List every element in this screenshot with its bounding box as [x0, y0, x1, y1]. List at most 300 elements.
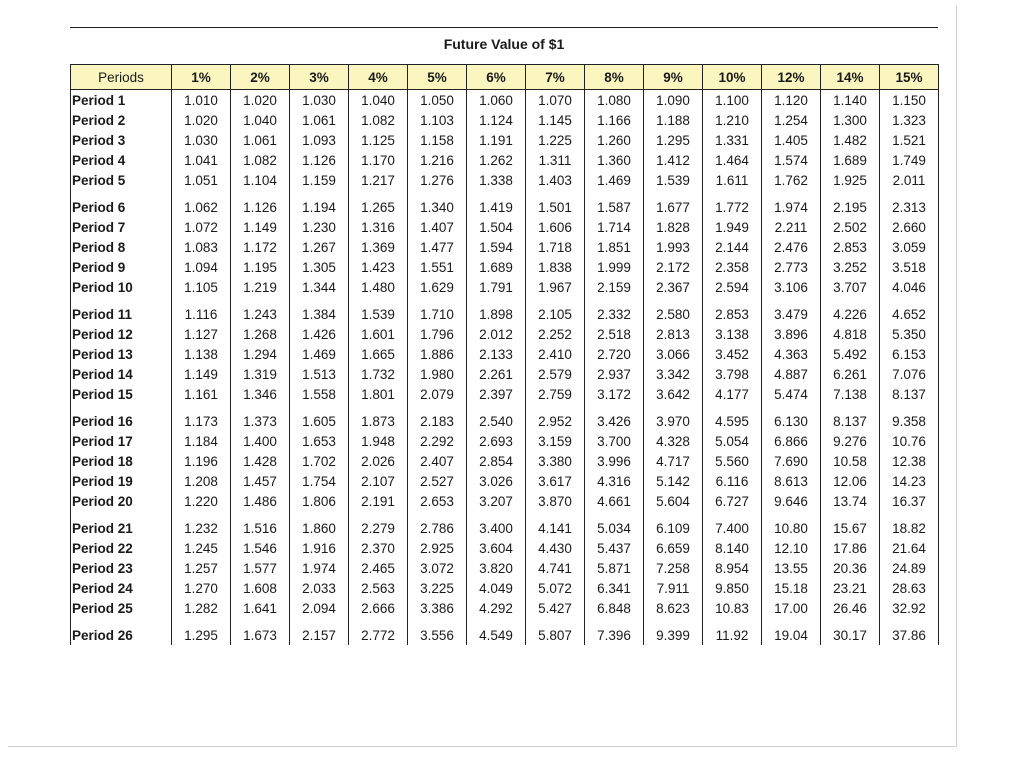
rate-header: 3% [290, 65, 349, 90]
factor-cell: 1.480 [349, 277, 408, 297]
factor-cell: 1.051 [172, 170, 231, 190]
factor-cell: 4.661 [585, 491, 644, 511]
factor-cell: 1.316 [349, 217, 408, 237]
factor-cell: 8.613 [762, 471, 821, 491]
factor-cell: 1.405 [762, 130, 821, 150]
spacer-cell [408, 511, 467, 518]
spacer-cell [526, 404, 585, 411]
factor-cell: 1.276 [408, 170, 467, 190]
period-label: Period 17 [71, 431, 172, 451]
spacer-cell [290, 511, 349, 518]
spacer-cell [880, 297, 939, 304]
factor-cell: 1.605 [290, 411, 349, 431]
period-label: Period 19 [71, 471, 172, 491]
rate-header: 10% [703, 65, 762, 90]
spacer-cell [290, 618, 349, 625]
factor-cell: 4.741 [526, 558, 585, 578]
rate-header: 14% [821, 65, 880, 90]
period-label: Period 4 [71, 150, 172, 170]
factor-cell: 1.828 [644, 217, 703, 237]
factor-cell: 2.813 [644, 324, 703, 344]
factor-cell: 2.540 [467, 411, 526, 431]
table-row [71, 538, 939, 558]
factor-cell: 3.700 [585, 431, 644, 451]
spacer-cell [231, 511, 290, 518]
factor-cell: 2.952 [526, 411, 585, 431]
factor-cell: 1.300 [821, 110, 880, 130]
factor-cell: 4.226 [821, 304, 880, 324]
factor-cell: 1.464 [703, 150, 762, 170]
factor-cell: 1.020 [231, 90, 290, 111]
factor-cell: 1.230 [290, 217, 349, 237]
factor-cell: 1.232 [172, 518, 231, 538]
spacer-cell [349, 511, 408, 518]
factor-cell: 3.518 [880, 257, 939, 277]
factor-cell: 1.295 [172, 625, 231, 645]
factor-cell: 2.410 [526, 344, 585, 364]
spacer-cell [585, 190, 644, 197]
factor-cell: 1.608 [231, 578, 290, 598]
factor-cell: 3.138 [703, 324, 762, 344]
factor-cell: 1.340 [408, 197, 467, 217]
factor-cell: 26.46 [821, 598, 880, 618]
factor-cell: 1.093 [290, 130, 349, 150]
period-label: Period 16 [71, 411, 172, 431]
spacer-cell [467, 297, 526, 304]
factor-cell: 4.430 [526, 538, 585, 558]
factor-cell: 1.173 [172, 411, 231, 431]
spacer-cell [231, 404, 290, 411]
factor-cell: 1.546 [231, 538, 290, 558]
factor-cell: 1.050 [408, 90, 467, 111]
period-label: Period 7 [71, 217, 172, 237]
header-row [71, 65, 939, 90]
factor-cell: 28.63 [880, 578, 939, 598]
factor-cell: 1.925 [821, 170, 880, 190]
factor-cell: 6.109 [644, 518, 703, 538]
factor-cell: 1.948 [349, 431, 408, 451]
factor-cell: 3.400 [467, 518, 526, 538]
factor-cell: 2.937 [585, 364, 644, 384]
factor-cell: 2.397 [467, 384, 526, 404]
factor-cell: 1.369 [349, 237, 408, 257]
table-row [71, 625, 939, 645]
spacer-cell [467, 404, 526, 411]
factor-cell: 1.606 [526, 217, 585, 237]
factor-cell: 5.072 [526, 578, 585, 598]
factor-cell: 2.292 [408, 431, 467, 451]
factor-cell: 2.854 [467, 451, 526, 471]
factor-cell: 1.062 [172, 197, 231, 217]
factor-cell: 1.601 [349, 324, 408, 344]
factor-cell: 8.137 [880, 384, 939, 404]
factor-cell: 3.026 [467, 471, 526, 491]
factor-cell: 3.642 [644, 384, 703, 404]
table-row [71, 558, 939, 578]
factor-cell: 2.133 [467, 344, 526, 364]
factor-cell: 1.629 [408, 277, 467, 297]
factor-cell: 3.707 [821, 277, 880, 297]
spacer-cell [349, 618, 408, 625]
factor-cell: 2.012 [467, 324, 526, 344]
factor-cell: 37.86 [880, 625, 939, 645]
factor-cell: 1.373 [231, 411, 290, 431]
factor-cell: 8.140 [703, 538, 762, 558]
factor-cell: 2.313 [880, 197, 939, 217]
factor-cell: 1.040 [231, 110, 290, 130]
factor-cell: 3.798 [703, 364, 762, 384]
spacer-cell [172, 190, 231, 197]
factor-cell: 1.270 [172, 578, 231, 598]
factor-cell: 1.967 [526, 277, 585, 297]
table-row [71, 150, 939, 170]
spacer-cell [467, 618, 526, 625]
factor-cell: 1.594 [467, 237, 526, 257]
factor-cell: 4.818 [821, 324, 880, 344]
period-label: Period 8 [71, 237, 172, 257]
factor-cell: 2.594 [703, 277, 762, 297]
factor-cell: 2.195 [821, 197, 880, 217]
factor-cell: 9.646 [762, 491, 821, 511]
factor-cell: 1.346 [231, 384, 290, 404]
spacer-cell [880, 404, 939, 411]
factor-cell: 1.282 [172, 598, 231, 618]
spacer-cell [644, 404, 703, 411]
rate-header: 8% [585, 65, 644, 90]
period-label: Period 15 [71, 384, 172, 404]
factor-cell: 5.474 [762, 384, 821, 404]
period-label: Period 10 [71, 277, 172, 297]
factor-cell: 1.873 [349, 411, 408, 431]
spacer-cell [880, 511, 939, 518]
spacer-cell [526, 190, 585, 197]
factor-cell: 2.476 [762, 237, 821, 257]
factor-cell: 2.563 [349, 578, 408, 598]
factor-cell: 3.617 [526, 471, 585, 491]
factor-cell: 2.407 [408, 451, 467, 471]
factor-cell: 1.126 [290, 150, 349, 170]
factor-cell: 1.344 [290, 277, 349, 297]
factor-cell: 1.980 [408, 364, 467, 384]
factor-cell: 1.082 [231, 150, 290, 170]
factor-cell: 18.82 [880, 518, 939, 538]
factor-cell: 4.292 [467, 598, 526, 618]
factor-cell: 1.806 [290, 491, 349, 511]
factor-cell: 1.886 [408, 344, 467, 364]
factor-cell: 1.184 [172, 431, 231, 451]
factor-cell: 12.06 [821, 471, 880, 491]
factor-cell: 3.225 [408, 578, 467, 598]
table-row [71, 110, 939, 130]
factor-cell: 1.267 [290, 237, 349, 257]
factor-cell: 1.710 [408, 304, 467, 324]
factor-cell: 3.870 [526, 491, 585, 511]
factor-cell: 2.172 [644, 257, 703, 277]
factor-cell: 2.786 [408, 518, 467, 538]
factor-cell: 8.137 [821, 411, 880, 431]
factor-cell: 3.426 [585, 411, 644, 431]
spacer-cell [703, 190, 762, 197]
factor-cell: 3.386 [408, 598, 467, 618]
spacer-cell [585, 297, 644, 304]
factor-cell: 1.061 [290, 110, 349, 130]
factor-cell: 1.194 [290, 197, 349, 217]
factor-cell: 1.796 [408, 324, 467, 344]
period-label: Period 24 [71, 578, 172, 598]
factor-cell: 6.866 [762, 431, 821, 451]
factor-cell: 4.316 [585, 471, 644, 491]
factor-cell: 1.469 [290, 344, 349, 364]
period-label: Period 21 [71, 518, 172, 538]
factor-cell: 1.149 [231, 217, 290, 237]
factor-cell: 1.265 [349, 197, 408, 217]
factor-cell: 2.026 [349, 451, 408, 471]
factor-cell: 3.452 [703, 344, 762, 364]
factor-cell: 1.217 [349, 170, 408, 190]
factor-cell: 1.539 [349, 304, 408, 324]
factor-cell: 1.060 [467, 90, 526, 111]
factor-cell: 1.426 [290, 324, 349, 344]
factor-cell: 2.853 [821, 237, 880, 257]
spacer-cell [703, 404, 762, 411]
factor-cell: 2.720 [585, 344, 644, 364]
factor-cell: 4.652 [880, 304, 939, 324]
factor-cell: 1.172 [231, 237, 290, 257]
table-row [71, 518, 939, 538]
factor-cell: 3.896 [762, 324, 821, 344]
factor-cell: 2.105 [526, 304, 585, 324]
factor-cell: 1.718 [526, 237, 585, 257]
factor-cell: 6.848 [585, 598, 644, 618]
factor-cell: 1.677 [644, 197, 703, 217]
factor-cell: 30.17 [821, 625, 880, 645]
period-label: Period 9 [71, 257, 172, 277]
table-row [71, 130, 939, 150]
factor-cell: 1.860 [290, 518, 349, 538]
factor-cell: 3.072 [408, 558, 467, 578]
factor-cell: 4.363 [762, 344, 821, 364]
factor-cell: 1.516 [231, 518, 290, 538]
table-row [71, 431, 939, 451]
group-spacer [71, 190, 939, 197]
factor-cell: 9.276 [821, 431, 880, 451]
factor-cell: 1.170 [349, 150, 408, 170]
factor-cell: 9.399 [644, 625, 703, 645]
factor-cell: 1.714 [585, 217, 644, 237]
factor-cell: 1.898 [467, 304, 526, 324]
factor-cell: 2.157 [290, 625, 349, 645]
table-row [71, 598, 939, 618]
spacer-cell [821, 618, 880, 625]
factor-cell: 13.55 [762, 558, 821, 578]
rate-header: 15% [880, 65, 939, 90]
factor-cell: 1.772 [703, 197, 762, 217]
factor-cell: 1.127 [172, 324, 231, 344]
factor-cell: 7.911 [644, 578, 703, 598]
table-row [71, 257, 939, 277]
factor-cell: 1.403 [526, 170, 585, 190]
group-spacer [71, 511, 939, 518]
factor-cell: 1.400 [231, 431, 290, 451]
group-spacer [71, 618, 939, 625]
factor-cell: 1.558 [290, 384, 349, 404]
factor-cell: 1.220 [172, 491, 231, 511]
factor-cell: 8.623 [644, 598, 703, 618]
factor-cell: 1.124 [467, 110, 526, 130]
factor-cell: 6.341 [585, 578, 644, 598]
factor-cell: 2.465 [349, 558, 408, 578]
spacer-cell [880, 618, 939, 625]
rate-header: 6% [467, 65, 526, 90]
factor-cell: 1.158 [408, 130, 467, 150]
factor-cell: 1.149 [172, 364, 231, 384]
factor-cell: 1.749 [880, 150, 939, 170]
period-label: Period 20 [71, 491, 172, 511]
table-row [71, 90, 939, 111]
table-row [71, 217, 939, 237]
factor-cell: 20.36 [821, 558, 880, 578]
factor-cell: 1.754 [290, 471, 349, 491]
factor-cell: 10.76 [880, 431, 939, 451]
factor-cell: 1.331 [703, 130, 762, 150]
factor-cell: 14.23 [880, 471, 939, 491]
factor-cell: 2.107 [349, 471, 408, 491]
periods-header: Periods [71, 65, 172, 90]
factor-cell: 9.358 [880, 411, 939, 431]
factor-cell: 1.338 [467, 170, 526, 190]
factor-cell: 1.521 [880, 130, 939, 150]
factor-cell: 2.853 [703, 304, 762, 324]
factor-cell: 3.059 [880, 237, 939, 257]
rate-header: 4% [349, 65, 408, 90]
factor-cell: 3.996 [585, 451, 644, 471]
factor-cell: 15.67 [821, 518, 880, 538]
factor-cell: 4.595 [703, 411, 762, 431]
spacer-cell [172, 297, 231, 304]
factor-cell: 6.727 [703, 491, 762, 511]
factor-cell: 1.838 [526, 257, 585, 277]
factor-cell: 1.210 [703, 110, 762, 130]
factor-cell: 1.504 [467, 217, 526, 237]
factor-cell: 2.211 [762, 217, 821, 237]
factor-cell: 1.030 [290, 90, 349, 111]
period-label: Period 23 [71, 558, 172, 578]
factor-cell: 1.166 [585, 110, 644, 130]
factor-cell: 13.74 [821, 491, 880, 511]
factor-cell: 1.195 [231, 257, 290, 277]
factor-cell: 24.89 [880, 558, 939, 578]
spacer-cell [71, 511, 172, 518]
factor-cell: 1.428 [231, 451, 290, 471]
factor-cell: 6.659 [644, 538, 703, 558]
rate-header: 9% [644, 65, 703, 90]
factor-cell: 5.492 [821, 344, 880, 364]
factor-cell: 2.370 [349, 538, 408, 558]
spacer-cell [644, 618, 703, 625]
factor-cell: 3.970 [644, 411, 703, 431]
factor-cell: 1.673 [231, 625, 290, 645]
factor-cell: 2.279 [349, 518, 408, 538]
factor-cell: 1.082 [349, 110, 408, 130]
table-row [71, 197, 939, 217]
table-row [71, 277, 939, 297]
factor-cell: 2.773 [762, 257, 821, 277]
spacer-cell [762, 297, 821, 304]
spacer-cell [644, 511, 703, 518]
factor-cell: 15.18 [762, 578, 821, 598]
spacer-cell [703, 618, 762, 625]
rate-header: 12% [762, 65, 821, 90]
factor-cell: 2.580 [644, 304, 703, 324]
factor-cell: 2.252 [526, 324, 585, 344]
factor-cell: 4.177 [703, 384, 762, 404]
spacer-cell [408, 190, 467, 197]
spacer-cell [467, 190, 526, 197]
factor-cell: 1.539 [644, 170, 703, 190]
factor-cell: 1.262 [467, 150, 526, 170]
factor-cell: 2.033 [290, 578, 349, 598]
factor-cell: 5.350 [880, 324, 939, 344]
period-label: Period 5 [71, 170, 172, 190]
factor-cell: 2.011 [880, 170, 939, 190]
factor-cell: 2.144 [703, 237, 762, 257]
factor-cell: 1.083 [172, 237, 231, 257]
spacer-cell [71, 297, 172, 304]
factor-cell: 1.103 [408, 110, 467, 130]
document-frame [8, 6, 957, 747]
factor-cell: 4.046 [880, 277, 939, 297]
factor-cell: 1.216 [408, 150, 467, 170]
factor-cell: 1.138 [172, 344, 231, 364]
spacer-cell [290, 190, 349, 197]
factor-cell: 2.772 [349, 625, 408, 645]
factor-cell: 12.10 [762, 538, 821, 558]
factor-cell: 1.140 [821, 90, 880, 111]
factor-cell: 5.871 [585, 558, 644, 578]
spacer-cell [526, 618, 585, 625]
table-row [71, 237, 939, 257]
factor-cell: 1.072 [172, 217, 231, 237]
factor-cell: 1.551 [408, 257, 467, 277]
spacer-cell [703, 297, 762, 304]
factor-cell: 1.689 [467, 257, 526, 277]
factor-cell: 1.423 [349, 257, 408, 277]
spacer-cell [290, 404, 349, 411]
factor-cell: 3.604 [467, 538, 526, 558]
factor-cell: 1.319 [231, 364, 290, 384]
factor-cell: 4.717 [644, 451, 703, 471]
factor-cell: 3.106 [762, 277, 821, 297]
factor-cell: 4.141 [526, 518, 585, 538]
spacer-cell [349, 190, 408, 197]
factor-cell: 1.587 [585, 197, 644, 217]
spacer-cell [880, 190, 939, 197]
factor-cell: 1.145 [526, 110, 585, 130]
factor-cell: 9.850 [703, 578, 762, 598]
future-value-table [70, 64, 939, 645]
factor-cell: 1.188 [644, 110, 703, 130]
factor-cell: 4.328 [644, 431, 703, 451]
factor-cell: 3.342 [644, 364, 703, 384]
period-label: Period 2 [71, 110, 172, 130]
period-label: Period 26 [71, 625, 172, 645]
table-row [71, 471, 939, 491]
spacer-cell [467, 511, 526, 518]
factor-cell: 1.010 [172, 90, 231, 111]
spacer-cell [821, 190, 880, 197]
spacer-cell [172, 404, 231, 411]
factor-cell: 8.954 [703, 558, 762, 578]
